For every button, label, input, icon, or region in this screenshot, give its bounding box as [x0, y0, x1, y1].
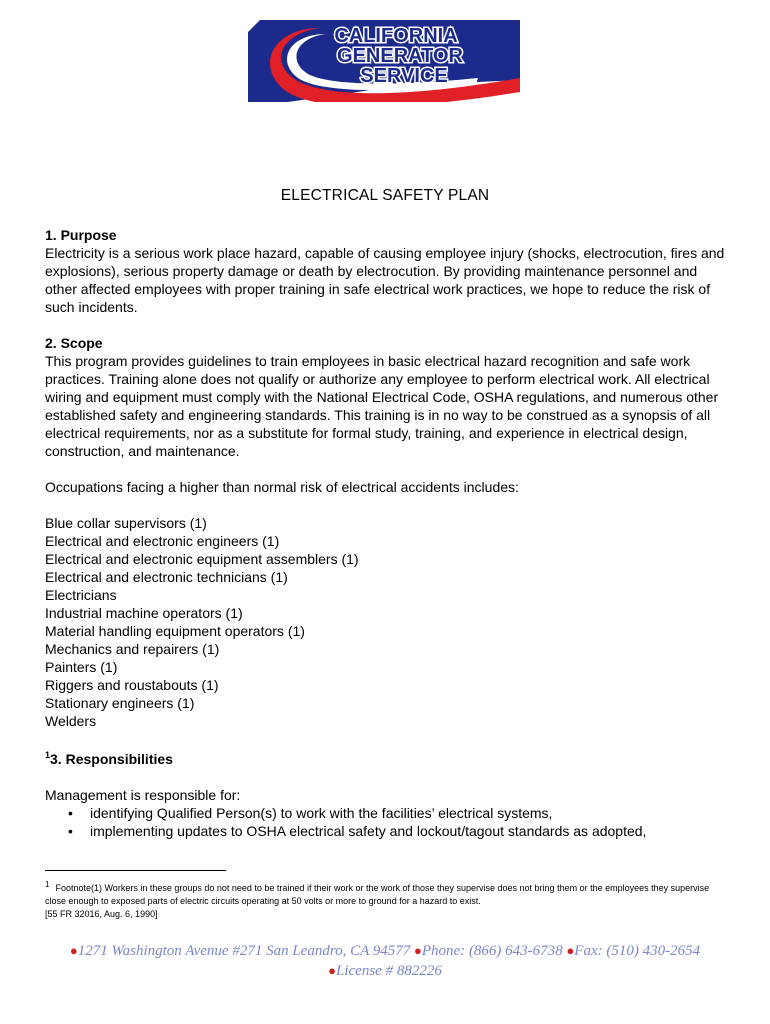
purpose-heading: 1. Purpose [45, 227, 117, 243]
scope-heading: 2. Scope [45, 335, 103, 351]
footnote-citation: [55 FR 32016, Aug. 6, 1990] [45, 909, 158, 919]
footer-phone: Phone: (866) 643-6738 [421, 943, 563, 959]
footer-fax: Fax: (510) 430-2654 [574, 943, 701, 959]
responsibilities-intro: Management is responsible for: [45, 787, 241, 803]
footnote [45, 878, 725, 921]
bullet-dot-icon: ● [328, 963, 337, 978]
footnote-separator [45, 870, 226, 871]
purpose-text: Electricity is a serious work place hazard, capable of causing employee injury (shocks, electrocution, fires and explosions), serious property damage or death by electrocution. By providing maintenance personnel and other affected employees with proper training in safe electrical work practices, we hope to reduce the risk of such incidents. [45, 245, 725, 315]
list-item: Electrical and electronic technicians (1) [45, 569, 288, 585]
bullet-item: • implementing updates to OSHA electrical safety and lockout/tagout standards as adopted, [68, 822, 725, 840]
document-title: ELECTRICAL SAFETY PLAN [280, 187, 490, 204]
list-item: Welders [45, 713, 97, 729]
list-item: Blue collar supervisors (1) [45, 515, 207, 531]
footer-line-2 [0, 961, 770, 981]
footnote-mark: 1 [45, 880, 50, 889]
footer-address: 1271 Washington Avenue #271 San Leandro, CA 94577 [77, 943, 411, 959]
bullet-dot-icon: ● [69, 943, 78, 958]
list-item: Painters (1) [45, 659, 118, 675]
list-item: Electrical and electronic equipment assemblers (1) [45, 551, 359, 567]
company-logo [248, 20, 520, 102]
logo-text-line3: SERVICE [360, 65, 448, 87]
bullet-item: • identifying Qualified Person(s) to work with the facilities’ electrical systems, [68, 804, 725, 822]
page-footer [0, 941, 770, 981]
occupations-list [45, 514, 725, 730]
list-item: Mechanics and repairers (1) [45, 641, 220, 657]
document-body [45, 226, 725, 840]
scope-text: This program provides guidelines to train employees in basic electrical hazard recognition and safe work practices. Training alone does not qualify or authorize any employee to perform electrical work. All electrical wiring and equipment must comply with the National Electrical Code, OSHA regulations, and numerous other established safety and engineering standards. This training is in no way to be construed as a synopsis of all electrical requirements, nor as a substitute for formal study, training, and experience in electrical design, construction, and maintenance. [45, 353, 719, 459]
footer-license: License # 882226 [336, 963, 442, 979]
california-generator-service-logo [248, 20, 520, 102]
footer-line-1 [0, 941, 770, 961]
list-item: Industrial machine operators (1) [45, 605, 243, 621]
footnote-text: Footnote(1) Workers in these groups do not need to be trained if their work or the work of those they supervise does not bring them or the employees they supervise close enough to exposed parts of electric circuits operating at 50 volts or more to ground for a hazard to exist. [45, 883, 710, 906]
responsibilities-heading-text: 3. Responsibilities [50, 751, 173, 767]
footnote-reference[interactable]: 1 [45, 750, 51, 760]
bullet-dot-icon: ● [566, 943, 575, 958]
bullet-dot-icon: ● [414, 943, 422, 958]
list-item: Material handling equipment operators (1) [45, 623, 305, 639]
list-item: Electricians [45, 587, 117, 603]
responsibilities-heading [45, 746, 725, 768]
list-item: Stationary engineers (1) [45, 695, 195, 711]
logo-text-line1: CALIFORNIA [334, 25, 458, 47]
occupations-intro: Occupations facing a higher than normal risk of electrical accidents includes: [45, 479, 519, 495]
list-item: Electrical and electronic engineers (1) [45, 533, 280, 549]
logo-text-line2: GENERATOR [337, 45, 463, 67]
responsibilities-list [45, 804, 725, 840]
list-item: Riggers and roustabouts (1) [45, 677, 219, 693]
